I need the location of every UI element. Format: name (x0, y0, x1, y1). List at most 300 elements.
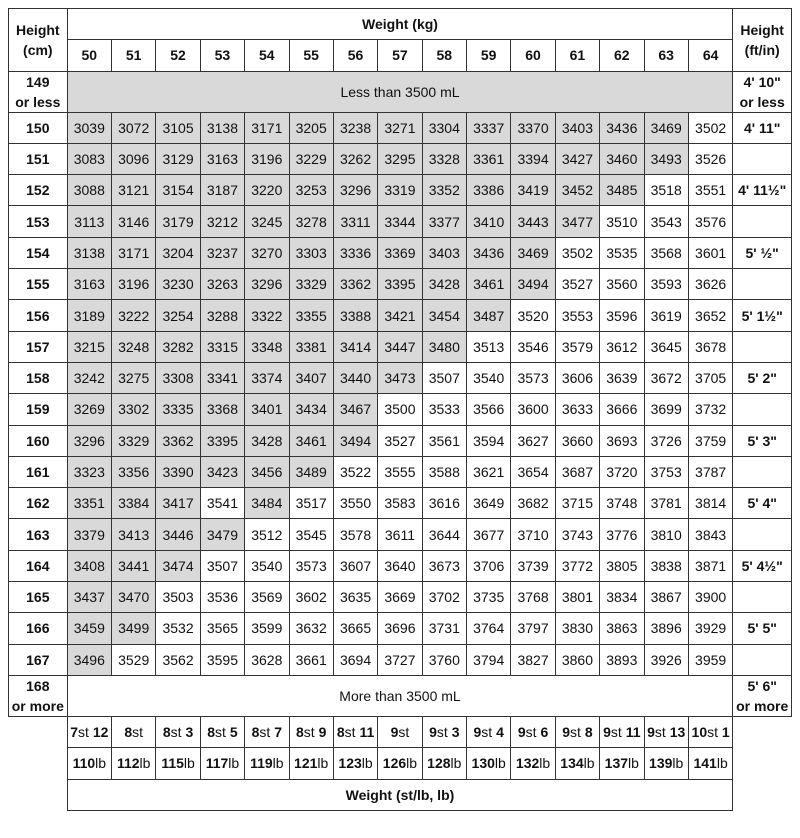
volume-cell: 3427 (555, 143, 599, 174)
volume-cell: 3368 (200, 394, 244, 425)
volume-cell: 3654 (511, 456, 555, 487)
volume-cell: 3583 (378, 488, 422, 519)
weight-stone-cell (555, 716, 599, 747)
volume-cell: 3507 (422, 362, 466, 393)
volume-cell: 3335 (156, 394, 200, 425)
stone-value: 9 (647, 724, 655, 741)
stone-value: 7 (70, 724, 79, 741)
volume-cell: 3652 (688, 300, 732, 331)
volume-cell: 3323 (67, 456, 111, 487)
height-ft-line2: or more (736, 697, 789, 714)
lb-unit: lb (406, 755, 418, 772)
weight-lb-cell (555, 748, 599, 779)
volume-cell: 3715 (555, 488, 599, 519)
height-ft-5-6-or-more (733, 675, 792, 716)
stone-value: 8 (251, 724, 260, 741)
lb-value: 126 (382, 755, 407, 772)
weight-lb-cell (289, 748, 333, 779)
volume-cell: 3760 (422, 644, 466, 675)
volume-cell: 3428 (422, 269, 466, 300)
weight-kg-cell: 59 (467, 40, 511, 71)
pound-remainder: 3 (451, 724, 460, 741)
volume-cell: 3187 (200, 175, 244, 206)
weight-stone-cell (245, 716, 289, 747)
lb-unit: lb (361, 755, 373, 772)
volume-cell: 3540 (467, 362, 511, 393)
volume-cell: 3072 (112, 112, 156, 143)
volume-cell: 3665 (333, 613, 377, 644)
lb-value: 121 (294, 755, 318, 772)
lb-unit: lb (583, 755, 595, 772)
volume-cell: 3262 (333, 143, 377, 174)
volume-cell: 3384 (112, 488, 156, 519)
volume-cell: 3245 (245, 206, 289, 237)
volume-cell: 3669 (378, 582, 422, 613)
height-cm-header-line1: Height (16, 21, 60, 38)
volume-cell: 3753 (644, 456, 688, 487)
weight-stone-cell (112, 716, 156, 747)
stone-unit: st (436, 724, 448, 741)
table-row (9, 550, 792, 581)
volume-cell: 3560 (600, 269, 644, 300)
height-ft-cell: 5' 3" (733, 425, 792, 456)
pound-remainder: 11 (359, 724, 375, 741)
volume-cell: 3827 (511, 644, 555, 675)
pound-remainder: 4 (496, 724, 504, 741)
volume-cell: 3929 (688, 613, 732, 644)
volume-cell: 3356 (112, 456, 156, 487)
blank-cell (9, 716, 68, 747)
volume-cell: 3735 (467, 582, 511, 613)
volume-cell: 3561 (422, 425, 466, 456)
height-ft-cell (733, 519, 792, 550)
more-than-band: More than 3500 mL (67, 675, 733, 716)
weight-stone-cell (467, 716, 511, 747)
weight-kg-cell: 61 (555, 40, 599, 71)
table-row (9, 175, 792, 206)
weight-kg-cell: 58 (422, 40, 466, 71)
weight-stone-cell (156, 716, 200, 747)
stone-unit: st (344, 724, 356, 741)
volume-cell: 3702 (422, 582, 466, 613)
volume-cell: 3579 (555, 331, 599, 362)
volume-cell: 3772 (555, 550, 599, 581)
volume-cell: 3546 (511, 331, 555, 362)
volume-cell: 3759 (688, 425, 732, 456)
volume-cell: 3666 (600, 394, 644, 425)
volume-cell: 3417 (156, 488, 200, 519)
volume-cell: 3460 (600, 143, 644, 174)
table-row (9, 237, 792, 268)
weight-kg-cell: 57 (378, 40, 422, 71)
volume-cell: 3596 (600, 300, 644, 331)
volume-cell: 3329 (112, 425, 156, 456)
weight-lb-cell (378, 748, 422, 779)
volume-cell: 3533 (422, 394, 466, 425)
height-ft-line1: 4' 10" (743, 73, 781, 90)
volume-cell: 3319 (378, 175, 422, 206)
lb-value: 130 (471, 755, 495, 772)
lb-value: 134 (560, 755, 584, 772)
volume-cell: 3322 (245, 300, 289, 331)
height-cm-cell: 152 (9, 175, 68, 206)
volume-cell: 3329 (289, 269, 333, 300)
volume-cell: 3220 (245, 175, 289, 206)
weight-lb-cell (467, 748, 511, 779)
volume-cell: 3801 (555, 582, 599, 613)
volume-cell: 3434 (289, 394, 333, 425)
volume-cell: 3529 (112, 644, 156, 675)
volume-cell: 3469 (644, 112, 688, 143)
volume-cell: 3362 (333, 269, 377, 300)
lb-unit: lb (139, 755, 151, 772)
volume-cell: 3520 (511, 300, 555, 331)
volume-cell: 3348 (245, 331, 289, 362)
volume-cell: 3381 (289, 331, 333, 362)
volume-cell: 3311 (333, 206, 377, 237)
volume-cell: 3863 (600, 613, 644, 644)
table-row (9, 331, 792, 362)
volume-cell: 3352 (422, 175, 466, 206)
lb-unit: lb (672, 755, 684, 772)
height-ft-cell (733, 456, 792, 487)
weight-kg-cell: 52 (156, 40, 200, 71)
height-ft-line1: 5' 6" (747, 677, 777, 694)
volume-cell: 3204 (156, 237, 200, 268)
volume-cell: 3607 (333, 550, 377, 581)
volume-cell: 3576 (688, 206, 732, 237)
volume-cell: 3423 (200, 456, 244, 487)
volume-cell: 3602 (289, 582, 333, 613)
volume-cell: 3470 (112, 582, 156, 613)
volume-cell: 3469 (511, 237, 555, 268)
volume-cell: 3565 (200, 613, 244, 644)
weight-lb-cell (67, 748, 111, 779)
volume-cell: 3705 (688, 362, 732, 393)
height-cm-line2: or less (15, 93, 61, 110)
height-ft-cell (733, 394, 792, 425)
volume-cell: 3467 (333, 394, 377, 425)
volume-cell: 3594 (467, 425, 511, 456)
lb-value: 139 (649, 755, 673, 772)
volume-cell: 3678 (688, 331, 732, 362)
volume-cell: 3764 (467, 613, 511, 644)
height-ft-cell (733, 143, 792, 174)
volume-cell: 3621 (467, 456, 511, 487)
volume-cell: 3437 (67, 582, 111, 613)
stone-unit: st (215, 724, 226, 741)
header-row (9, 9, 792, 40)
weight-stone-cell (511, 716, 555, 747)
stone-unit: st (259, 724, 271, 741)
volume-cell: 3270 (245, 237, 289, 268)
volume-cell: 3189 (67, 300, 111, 331)
height-ft-cell: 5' 5" (733, 613, 792, 644)
volume-cell: 3410 (467, 206, 511, 237)
stone-value: 9 (603, 724, 611, 741)
volume-cell: 3121 (112, 175, 156, 206)
volume-cell: 3401 (245, 394, 289, 425)
volume-cell: 3893 (600, 644, 644, 675)
volume-cell: 3315 (200, 331, 244, 362)
pound-remainder: 6 (540, 724, 549, 741)
volume-cell: 3510 (600, 206, 644, 237)
volume-cell: 3229 (289, 143, 333, 174)
stone-value: 10 (691, 724, 708, 741)
blood-volume-table (8, 8, 792, 811)
volume-cell: 3096 (112, 143, 156, 174)
volume-cell: 3739 (511, 550, 555, 581)
stone-unit: st (398, 724, 410, 741)
volume-cell: 3413 (112, 519, 156, 550)
volume-cell: 3632 (289, 613, 333, 644)
lb-value: 137 (604, 755, 629, 772)
volume-cell: 3440 (333, 362, 377, 393)
height-ft-cell (733, 331, 792, 362)
volume-cell: 3474 (156, 550, 200, 581)
volume-cell: 3768 (511, 582, 555, 613)
volume-cell: 3237 (200, 237, 244, 268)
volume-cell: 3436 (600, 112, 644, 143)
lb-value: 141 (693, 755, 717, 772)
volume-cell: 3512 (245, 519, 289, 550)
height-cm-cell: 158 (9, 362, 68, 393)
volume-cell: 3138 (200, 112, 244, 143)
volume-cell: 3731 (422, 613, 466, 644)
weight-lb-cell (200, 748, 244, 779)
weight-lb-cell (333, 748, 377, 779)
volume-cell: 3328 (422, 143, 466, 174)
volume-cell: 3600 (511, 394, 555, 425)
volume-cell: 3660 (555, 425, 599, 456)
pound-remainder: 12 (92, 724, 109, 741)
volume-cell: 3673 (422, 550, 466, 581)
volume-cell: 3781 (644, 488, 688, 519)
volume-cell: 3477 (555, 206, 599, 237)
lb-value: 132 (515, 755, 540, 772)
volume-cell: 3526 (688, 143, 732, 174)
volume-cell: 3230 (156, 269, 200, 300)
table-row (9, 206, 792, 237)
weight-stone-cell (600, 716, 644, 747)
stone-unit: st (481, 724, 493, 741)
weight-lb-cell (156, 748, 200, 779)
lb-unit: lb (716, 755, 728, 772)
weight-kg-cell: 51 (112, 40, 156, 71)
volume-cell: 3308 (156, 362, 200, 393)
table-row (9, 269, 792, 300)
volume-cell: 3296 (67, 425, 111, 456)
blank-cell (733, 779, 792, 810)
weight-kg-cell: 63 (644, 40, 688, 71)
volume-cell: 3083 (67, 143, 111, 174)
volume-cell: 3661 (289, 644, 333, 675)
volume-cell: 3500 (378, 394, 422, 425)
volume-cell: 3541 (200, 488, 244, 519)
volume-cell: 3254 (156, 300, 200, 331)
stone-unit: st (570, 724, 581, 741)
weight-kg-cell: 50 (67, 40, 111, 71)
height-cm-cell: 165 (9, 582, 68, 613)
volume-cell: 3105 (156, 112, 200, 143)
height-cm-cell: 159 (9, 394, 68, 425)
volume-cell: 3693 (600, 425, 644, 456)
height-cm-header (9, 9, 68, 72)
volume-cell: 3487 (467, 300, 511, 331)
volume-cell: 3377 (422, 206, 466, 237)
weight-stone-cell (67, 716, 111, 747)
volume-cell: 3296 (333, 175, 377, 206)
height-cm-cell: 164 (9, 550, 68, 581)
volume-cell: 3694 (333, 644, 377, 675)
volume-cell: 3507 (200, 550, 244, 581)
volume-cell: 3355 (289, 300, 333, 331)
volume-cell: 3362 (156, 425, 200, 456)
volume-cell: 3163 (200, 143, 244, 174)
pound-remainder: 1 (721, 724, 730, 741)
volume-cell: 3269 (67, 394, 111, 425)
weight-lb-cell (511, 748, 555, 779)
volume-cell: 3443 (511, 206, 555, 237)
volume-cell: 3163 (67, 269, 111, 300)
volume-cell: 3599 (245, 613, 289, 644)
height-cm-cell: 160 (9, 425, 68, 456)
volume-cell: 3171 (112, 237, 156, 268)
volume-cell: 3171 (245, 112, 289, 143)
height-cm-header-line2: (cm) (23, 41, 53, 58)
volume-cell: 3302 (112, 394, 156, 425)
weight-kg-cell: 54 (245, 40, 289, 71)
volume-cell: 3843 (688, 519, 732, 550)
lb-unit: lb (228, 755, 240, 772)
volume-cell: 3640 (378, 550, 422, 581)
stone-value: 9 (390, 724, 399, 741)
weight-stone-cell (333, 716, 377, 747)
volume-cell: 3627 (511, 425, 555, 456)
weight-kg-cell: 55 (289, 40, 333, 71)
volume-cell: 3838 (644, 550, 688, 581)
less-than-band: Less than 3500 mL (67, 71, 733, 112)
stone-unit: st (132, 724, 144, 741)
weight-kg-cell: 56 (333, 40, 377, 71)
volume-cell: 3726 (644, 425, 688, 456)
pound-remainder: 11 (625, 724, 641, 741)
lb-value: 110 (72, 755, 96, 772)
volume-cell: 3344 (378, 206, 422, 237)
table-row (9, 644, 792, 675)
volume-cell: 3446 (156, 519, 200, 550)
height-cm-cell: 163 (9, 519, 68, 550)
height-ft-cell: 5' 1½" (733, 300, 792, 331)
bottom-band-row (9, 675, 792, 716)
height-cm-cell: 167 (9, 644, 68, 675)
weight-stone-cell (422, 716, 466, 747)
volume-cell: 3386 (467, 175, 511, 206)
volume-cell: 3395 (200, 425, 244, 456)
volume-cell: 3205 (289, 112, 333, 143)
volume-cell: 3154 (156, 175, 200, 206)
volume-cell: 3699 (644, 394, 688, 425)
volume-cell: 3776 (600, 519, 644, 550)
volume-cell: 3830 (555, 613, 599, 644)
weight-kg-cell: 53 (200, 40, 244, 71)
volume-cell: 3179 (156, 206, 200, 237)
volume-cell: 3633 (555, 394, 599, 425)
volume-cell: 3649 (467, 488, 511, 519)
volume-cell: 3282 (156, 331, 200, 362)
volume-cell: 3787 (688, 456, 732, 487)
height-ft-cell: 4' 11½" (733, 175, 792, 206)
volume-cell: 3394 (511, 143, 555, 174)
height-cm-cell: 157 (9, 331, 68, 362)
volume-cell: 3540 (245, 550, 289, 581)
volume-cell: 3535 (600, 237, 644, 268)
height-cm-cell: 150 (9, 112, 68, 143)
volume-cell: 3456 (245, 456, 289, 487)
table-row (9, 582, 792, 613)
blank-cell (9, 779, 68, 810)
pound-row (9, 748, 792, 779)
lb-unit: lb (450, 755, 462, 772)
height-ft-cell (733, 644, 792, 675)
stone-unit: st (707, 724, 718, 741)
volume-cell: 3336 (333, 237, 377, 268)
volume-cell: 3645 (644, 331, 688, 362)
weight-stone-cell (200, 716, 244, 747)
volume-cell: 3532 (156, 613, 200, 644)
volume-cell: 3710 (511, 519, 555, 550)
weight-kg-cell: 64 (688, 40, 732, 71)
stone-value: 9 (562, 724, 571, 741)
volume-cell: 3129 (156, 143, 200, 174)
weight-lb-cell (245, 748, 289, 779)
volume-cell: 3459 (67, 613, 111, 644)
volume-cell: 3271 (378, 112, 422, 143)
height-cm-line1: 168 (26, 677, 50, 694)
volume-cell: 3794 (467, 644, 511, 675)
lb-value: 117 (205, 755, 229, 772)
lb-value: 115 (161, 755, 184, 772)
height-ftin-header-line1: Height (740, 21, 784, 38)
lb-value: 128 (427, 755, 451, 772)
volume-cell: 3545 (289, 519, 333, 550)
volume-cell: 3805 (600, 550, 644, 581)
volume-cell: 3867 (644, 582, 688, 613)
imperial-title-row (9, 779, 792, 810)
stone-unit: st (170, 724, 182, 741)
table-row (9, 112, 792, 143)
volume-cell: 3566 (467, 394, 511, 425)
volume-cell: 3088 (67, 175, 111, 206)
volume-cell: 3303 (289, 237, 333, 268)
height-ft-cell: 5' 4½" (733, 550, 792, 581)
volume-cell: 3212 (200, 206, 244, 237)
volume-cell: 3288 (200, 300, 244, 331)
volume-cell: 3485 (600, 175, 644, 206)
stone-value: 8 (336, 724, 345, 741)
pound-remainder: 13 (669, 724, 686, 741)
volume-cell: 3635 (333, 582, 377, 613)
height-ft-line2: or less (739, 93, 785, 110)
volume-cell: 3555 (378, 456, 422, 487)
blank-cell (9, 748, 68, 779)
volume-cell: 3503 (156, 582, 200, 613)
volume-cell: 3568 (644, 237, 688, 268)
volume-cell: 3494 (333, 425, 377, 456)
volume-cell: 3275 (112, 362, 156, 393)
table-row (9, 425, 792, 456)
volume-cell: 3395 (378, 269, 422, 300)
